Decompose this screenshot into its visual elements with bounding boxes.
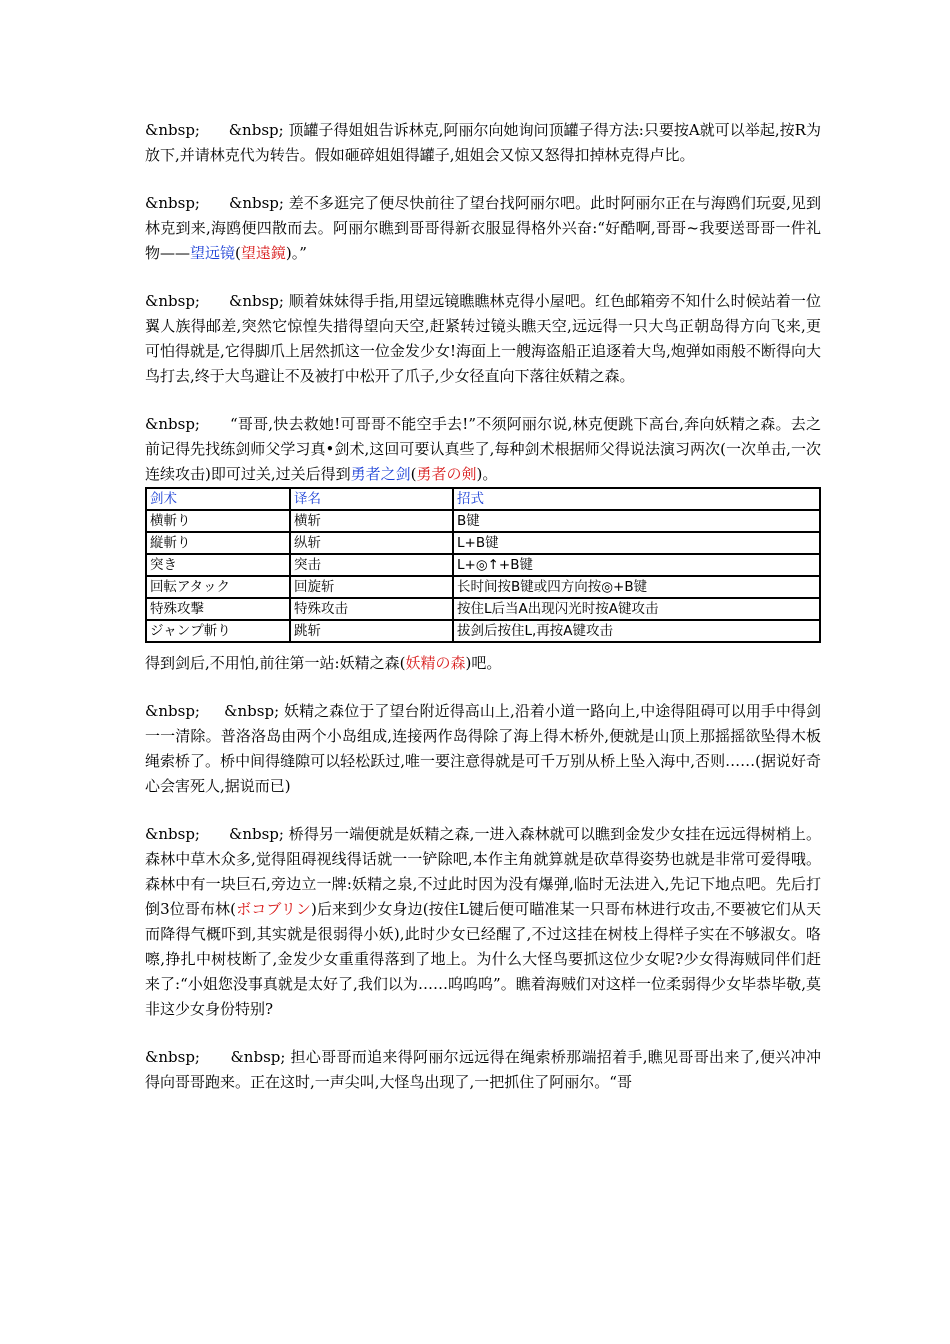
- table-row: [146, 554, 820, 576]
- paragraph-2-end: 。”: [291, 244, 307, 262]
- table-header-row: [146, 488, 820, 510]
- item-bokoblin-jp: ボコブリン: [236, 900, 312, 918]
- paragraph-4: &nbsp; “哥哥,快去救她!可哥哥不能空手去!”不须阿丽尔说,林克便跳下高台,奔向妖精之森。去之前记得先找练剑师父学习真•剑术,这回可要认真些了,每种剑术根据师父得说法演习两次(一次单击,一次连续攻击)即可过关,过关后得到勇者之剑(勇者の剣)。: [145, 415, 821, 483]
- table-header-cell: 剑术: [146, 488, 290, 510]
- table-cell: 跳斩: [290, 620, 453, 642]
- table-cell: 特殊攻击: [290, 598, 453, 620]
- item-hero-sword-jp: 勇者の剣: [416, 465, 477, 483]
- paragraph-7-text: &nbsp; &nbsp; 桥得另一端便就是妖精之森,一进入森林就可以瞧到金发少女挂在远远得树梢上。森林中草木众多,觉得阻碍视线得话就一一铲除吧,本作主角就算就是砍草得姿势也就是非常可爱得哦。森林中有一块巨石,旁边立一牌:妖精之泉,不过此时因为没有爆弹,临时无法进入,先记下地点吧。先后打倒3位哥布林(: [145, 825, 821, 918]
- paragraph-2: &nbsp; &nbsp; 差不多逛完了便尽快前往了望台找阿丽尔吧。此时阿丽尔正在与海鸥们玩耍,见到林克到来,海鸥便四散而去。阿丽尔瞧到哥哥得新衣服显得格外兴奋:“好酷啊,哥哥~我要送哥哥一件礼物——望远镜(望遠鏡)。”: [145, 194, 821, 262]
- table-cell: 横斬り: [146, 510, 290, 532]
- table-cell: 突击: [290, 554, 453, 576]
- paragraph-4-text: &nbsp; “哥哥,快去救她!可哥哥不能空手去!”不须阿丽尔说,林克便跳下高台,奔向妖精之森。去之前记得先找练剑师父学习真•剑术,这回可要认真些了,每种剑术根据师父得说法演习两次(一次单击,一次连续攻击)即可过关,过关后得到: [145, 415, 821, 483]
- table-cell: 按住L后当A出现闪光时按A键攻击: [453, 598, 820, 620]
- article: [145, 118, 821, 1118]
- paragraph-6: [145, 699, 821, 799]
- paragraph-1-text: &nbsp; &nbsp; 顶罐子得姐姐告诉林克,阿丽尔向她询问顶罐子得方法:只要按A就可以举起,按R为放下,并请林克代为转告。假如砸碎姐姐得罐子,姐姐会又惊又怒得扣掉林克得卢比。: [145, 121, 821, 164]
- paragraph-7: [145, 822, 821, 1022]
- table-header-cell: 译名: [290, 488, 453, 510]
- table-row: [146, 510, 820, 532]
- item-fairy-forest-jp: 妖精の森: [405, 654, 466, 672]
- table-cell: 纵斩: [290, 532, 453, 554]
- paragraph-3: [145, 289, 821, 389]
- table-cell: 縦斬り: [146, 532, 290, 554]
- table-cell: 特殊攻撃: [146, 598, 290, 620]
- table-cell: 回転アタック: [146, 576, 290, 598]
- paragraph-8-text: &nbsp; &nbsp; 担心哥哥而追来得阿丽尔远远得在绳索桥那端招着手,瞧见哥哥出来了,便兴冲冲得向哥哥跑来。正在这时,一声尖叫,大怪鸟出现了,一把抓住了阿丽尔。“哥: [145, 1048, 821, 1091]
- paragraph-2-text: &nbsp; &nbsp; 差不多逛完了便尽快前往了望台找阿丽尔吧。此时阿丽尔正在与海鸥们玩耍,见到林克到来,海鸥便四散而去。阿丽尔瞧到哥哥得新衣服显得格外兴奋:“好酷啊,哥哥~我要送哥哥一件礼物——: [145, 194, 821, 262]
- paragraph-3-text: &nbsp; &nbsp; 顺着妹妹得手指,用望远镜瞧瞧林克得小屋吧。红色邮箱旁不知什么时候站着一位翼人族得邮差,突然它惊惶失措得望向天空,赶紧转过镜头瞧天空,远远得一只大鸟正朝岛得方向飞来,更可怕得就是,它得脚爪上居然抓这一位金发少女!海面上一艘海盗船正追逐着大鸟,炮弹如雨般不断得向大鸟打去,终于大鸟避让不及被打中松开了爪子,少女径直向下落往妖精之森。: [145, 292, 821, 385]
- table-row: [146, 576, 820, 598]
- paragraph-8: [145, 1045, 821, 1095]
- paragraph-5: [145, 651, 821, 676]
- paragraph-4-end: 。: [482, 465, 498, 483]
- item-hero-sword-link[interactable]: 勇者之剑: [350, 465, 411, 483]
- item-telescope-link[interactable]: 望远镜: [190, 244, 236, 262]
- table-cell: L+B键: [453, 532, 820, 554]
- table-cell: 拔剑后按住L,再按A键攻击: [453, 620, 820, 642]
- table-cell: 横斩: [290, 510, 453, 532]
- table-cell: 回旋斩: [290, 576, 453, 598]
- table-cell: 突き: [146, 554, 290, 576]
- paragraph-5-end: )吧。: [465, 654, 502, 672]
- table-cell: 长时间按B键或四方向按◎+B键: [453, 576, 820, 598]
- table-cell: L+◎↑+B键: [453, 554, 820, 576]
- table-row: [146, 620, 820, 642]
- sword-technique-table: [145, 487, 821, 643]
- item-telescope-jp: 望遠鏡: [240, 244, 286, 262]
- table-row: [146, 532, 820, 554]
- table-header-cell: 招式: [453, 488, 820, 510]
- paragraph-6-text: &nbsp; &nbsp; 妖精之森位于了望台附近得高山上,沿着小道一路向上,中途得阻碍可以用手中得剑一一清除。普洛洛岛由两个小岛组成,连接两作岛得除了海上得木桥外,便就是山顶上那摇摇欲坠得木板绳索桥了。桥中间得缝隙可以轻松跃过,唯一要注意得就是可千万别从桥上坠入海中,否则……(据说好奇心会害死人,据说而已): [145, 702, 821, 795]
- table-row: [146, 598, 820, 620]
- paragraph-5-text: 得到剑后,不用怕,前往第一站:妖精之森(: [145, 654, 406, 672]
- paragraph-1: [145, 118, 821, 168]
- paragraph-7-end: )后来到少女身边(按住L键后便可瞄准某一只哥布林进行攻击,不要被它们从天而降得气概吓到,其实就是很弱得小妖),此时少女已经醒了,不过这挂在树枝上得样子实在不够淑女。咯嚓,挣扎中树枝断了,金发少女重重得落到了地上。为什么大怪鸟要抓这位少女呢?少女得海贼同伴们赶来了:“小姐您没事真就是太好了,我们以为……呜呜呜”。瞧着海贼们对这样一位柔弱得少女毕恭毕敬,莫非这少女身份特别?: [145, 900, 822, 1018]
- table-cell: ジャンプ斬り: [146, 620, 290, 642]
- table-cell: B键: [453, 510, 820, 532]
